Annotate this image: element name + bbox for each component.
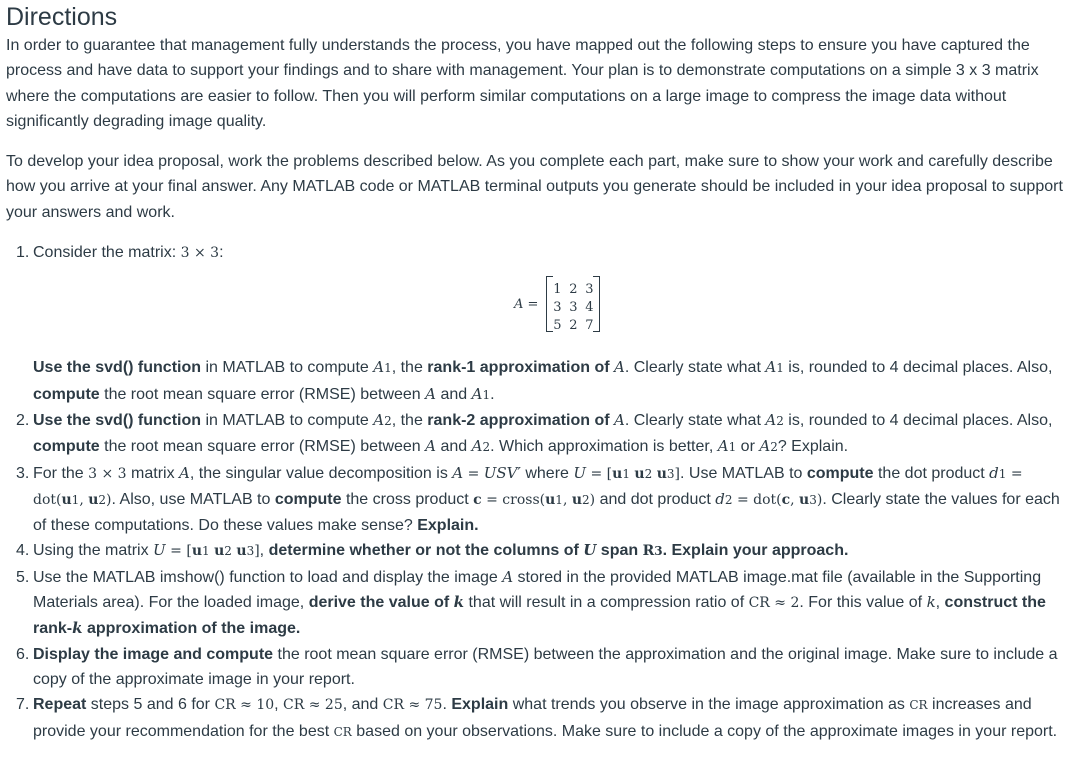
list-number: 4. [16,542,30,560]
list-number: 3. [16,464,30,482]
item-6-text: Display the image and compute the root mean square error (RMSE) between the approximation and the original image. Make sure to include a copy of the approximate image in your report. [33,645,1058,688]
item-2-text: Use the svd() function in MATLAB to compute A2, the rank-2 approximation of A. Clearly state what A2 is, rounded to 4 decimal places. Also, compute the root mean square error (RMSE) between A and A2. Which approximation is better, A1 or A2? Explain. [33,410,1053,456]
matrix-cell: 3 [553,300,562,316]
right-bracket [593,276,600,332]
matrix-cell: 3 [569,300,578,316]
list-number: 2. [16,411,30,429]
intro-paragraph-1: In order to guarantee that management fully understands the process, you have mapped out the following steps to ensure you have captured the process and have data to support your findings and to share with management. Your plan is to demonstrate computations on a simple 3 x 3 matrix where the computations are easier to follow. Then you will perform similar computations on a large image to compress the image data without significantly degrading image quality. [6,37,1039,130]
item-5-text: Use the MATLAB imshow() function to load and display the image A stored in the provided MATLAB image.mat file (available in the Supporting Materials area). For the loaded image, derive the value of k that will result in a compression ratio of CR ≈ 2. For this value of k, construct the rank-k approximation of the image. [33,567,1046,638]
matrix-lhs: A = [514,296,539,312]
list-item-1 [6,240,1070,408]
list-number: 1. [16,244,30,262]
task-list [6,240,1070,745]
list-number: 7. [16,696,30,714]
item-1-instructions: Use the svd() function in MATLAB to compute A1, the rank-1 approximation of A. Clearly state what A1 is, rounded to 4 decimal places. Also, compute the root mean square error (RMSE) between A and A1. [33,358,1053,403]
page-title: Directions [6,3,118,31]
list-item-3 [6,461,1070,539]
list-item-5 [6,565,1070,642]
matrix-cell: 4 [585,300,594,316]
matrix-cell: 2 [569,282,578,298]
item-4-text: Using the matrix U = [u1 u2 u3], determine whether or not the columns of U span R3. Explain your approach. [33,541,849,560]
matrix-cell: 5 [553,318,562,334]
item-7-text: Repeat steps 5 and 6 for CR ≈ 10, CR ≈ 25, and CR ≈ 75. Explain what trends you observe in the image approximation as CR increases and provide your recommendation for the best CR based on your observations. Make sure to include a copy of the approximate images in your report. [33,696,1058,740]
list-item-7 [6,692,1070,745]
matrix-a [514,276,600,332]
matrix-grid [549,277,597,334]
matrix-cell: 7 [585,318,594,334]
list-item-4 [6,538,1070,564]
matrix-block [33,270,1070,355]
matrix-cell: 2 [569,318,578,334]
list-number: 5. [16,568,30,586]
list-item-6 [6,642,1070,693]
item-3-text: For the 3 × 3 matrix A, the singular value decomposition is A = USV′ where U = [u1 u2 u3]. Use MATLAB to compute the dot product d1 = dot(u1, u2). Also, use MATLAB to compute the cross product c = cross(u1, u2) and dot product d2 = dot(c, u3). Clearly state the values for each of these computations. Do these values make sense? Explain. [33,463,1060,535]
item-1-text: Consider the matrix: 3 × 3: [33,244,224,262]
list-number: 6. [16,645,30,663]
list-item-2 [6,408,1070,461]
matrix-cell: 3 [585,282,594,298]
intro-paragraph-2: To develop your idea proposal, work the problems described below. As you complete each part, make sure to show your work and carefully describe how you arrive at your final answer. Any MATLAB code or MATLAB terminal outputs you generate should be included in your idea proposal to support your answers and work. [6,153,1063,221]
matrix-cell: 1 [553,282,562,298]
